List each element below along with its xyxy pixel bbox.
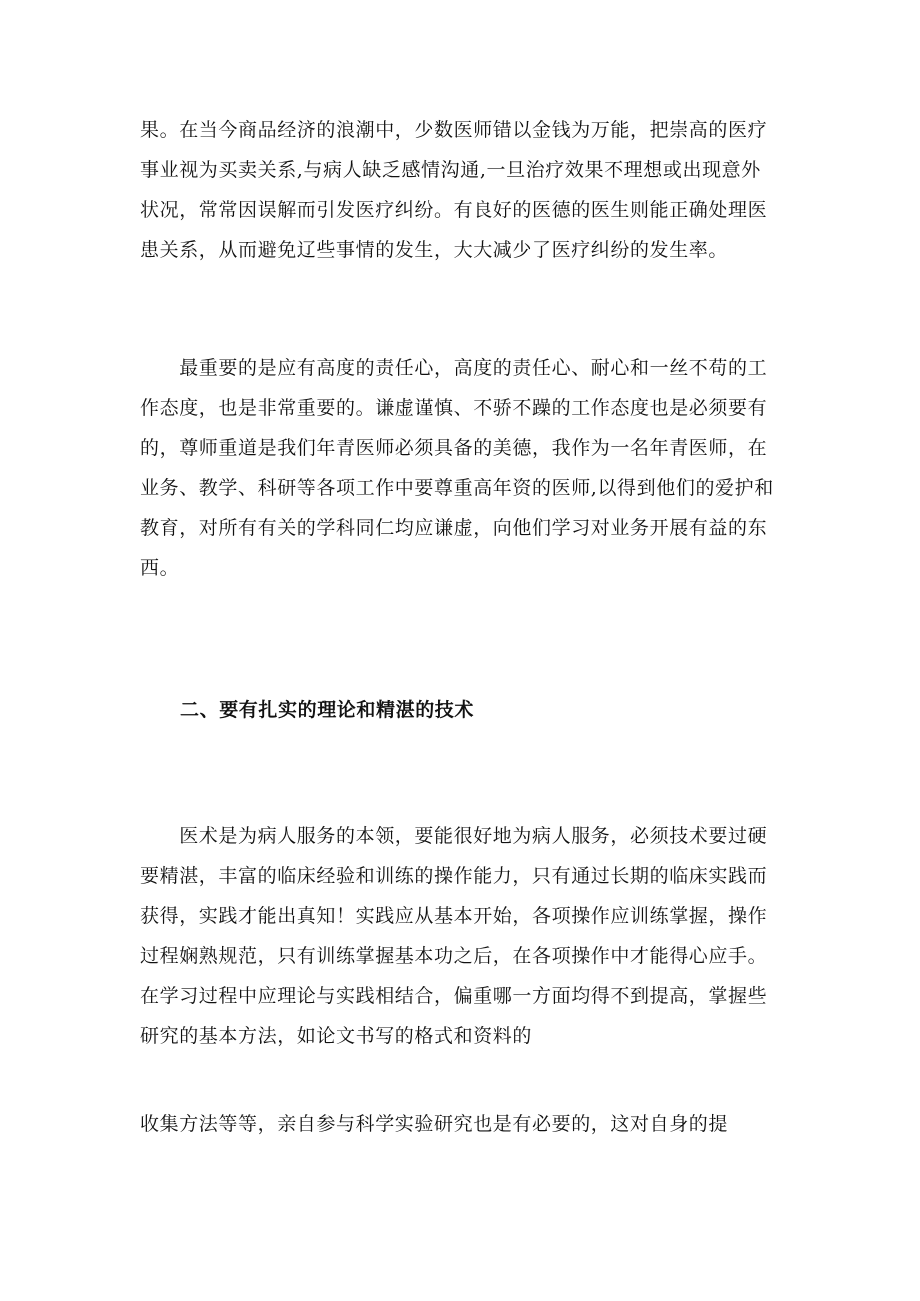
text-line: 事业视为买卖关系,与病人缺乏感情沟通,一旦治疗效果不理想或出现意外 (140, 159, 761, 181)
text-line: 业务、教学、科研等各项工作中要尊重高年资的医师,以得到他们的爱护和 (140, 477, 774, 499)
text-line: 作态度，也是非常重要的。谦虚谨慎、不骄不躁的工作态度也是必须要有 (140, 397, 768, 419)
text-line: 在学习过程中应理论与实践相结合，偏重哪一方面均得不到提高，掌握些 (140, 985, 768, 1007)
text-line: 过程娴熟规范，只有训练掌握基本功之后，在各项操作中才能得心应手。 (140, 945, 768, 967)
text-line: 果。在当今商品经济的浪潮中，少数医师错以金钱为万能，把崇高的医疗 (140, 119, 768, 141)
text-line: 西。 (140, 557, 180, 579)
text-line: 状况，常常因误解而引发医疗纠纷。有良好的医德的医生则能正确处理医 (140, 199, 768, 221)
text-line: 教育，对所有有关的学科同仁均应谦虚，向他们学习对业务开展有益的东 (140, 517, 768, 539)
paragraph-medical-ethics (140, 110, 785, 270)
text-line: 的，尊师重道是我们年青医师必须具备的美德，我作为一名年青医师，在 (140, 437, 768, 459)
paragraph-medical-skill (140, 816, 785, 1056)
paragraph-continuation (140, 1104, 785, 1144)
section-heading: 二、要有扎实的理论和精湛的技术 (180, 699, 475, 721)
text-line: 研究的基本方法，如论文书写的格式和资料的 (140, 1025, 533, 1047)
text-line: 最重要的是应有高度的责任心，高度的责任心、耐心和一丝不苟的工 (140, 357, 768, 379)
paragraph-responsibility (140, 348, 785, 588)
text-line: 要精湛，丰富的临床经验和训练的操作能力，只有通过长期的临床实践而 (140, 865, 768, 887)
text-line: 获得，实践才能出真知！实践应从基本开始，各项操作应训练掌握，操作 (140, 905, 768, 927)
text-line: 患关系，从而避免辽些事情的发生，大大减少了医疗纠纷的发生率。 (140, 239, 729, 261)
text-line: 医术是为病人服务的本领，要能很好地为病人服务，必须技术要过硬 (140, 825, 768, 847)
text-line: 收集方法等等，亲自参与科学实验研究也是有必要的，这对自身的提 (140, 1113, 729, 1135)
